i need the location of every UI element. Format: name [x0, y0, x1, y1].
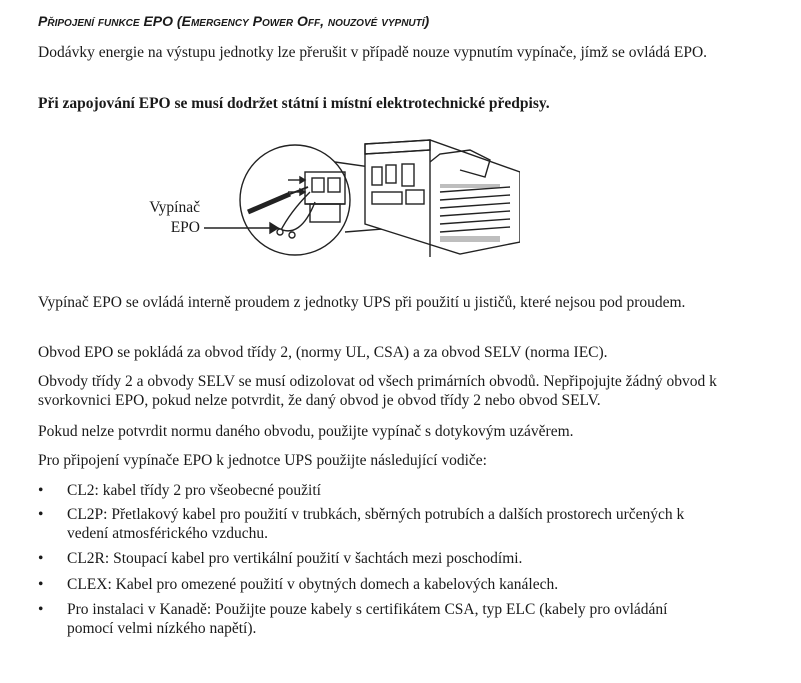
bullet-icon: • [38, 506, 44, 523]
figure-label-line1: Vypínač [149, 199, 200, 216]
body-paragraph: Obvod EPO se pokládá za obvod třídy 2, (normy UL, CSA) a za obvod SELV (norma IEC). [38, 344, 608, 361]
body-paragraph: Obvody třídy 2 a obvody SELV se musí odizolovat od všech primárních obvodů. Nepřipojujte žádný obvod k svorkovnici EPO, pokud nelze potvrdit, že daný obvod je obvod třídy 2 nebo obvod SELV. [38, 373, 717, 409]
screwdriver [248, 194, 290, 212]
terminal-block [305, 172, 345, 204]
body-paragraph: Vypínač EPO se ovládá interně proudem z jednotky UPS při použití u jističů, které nejsou pod proudem. [38, 294, 686, 311]
heading-part: (E [173, 13, 191, 29]
intro-paragraph: Dodávky energie na výstupu jednotky lze přerušit v případě nouze vypnutím vypínače, jímž se ovládá EPO. [38, 44, 708, 61]
list-item-text: CL2P: Přetlakový kabel pro použití v trubkách, sběrných potrubích a dalších prostorech určených k vedení atmosférického vzduchu. [67, 506, 685, 542]
section-heading [38, 13, 778, 29]
bullet-icon: • [38, 482, 44, 499]
list-item-text: CL2R: Stoupací kabel pro vertikální použití v šachtách mezi poschodími. [67, 550, 523, 567]
magnifier-circle [240, 145, 350, 255]
heading-part: mergency [190, 13, 253, 29]
warning-paragraph: Při zapojování EPO se musí dodržet státní i místní elektrotechnické předpisy. [38, 95, 550, 112]
heading-part: P [38, 13, 48, 29]
list-item-text: CLEX: Kabel pro omezené použití v obytných domech a kabelových kanálech. [67, 576, 559, 593]
epo-wiring-figure [140, 132, 520, 272]
bullet-icon: • [38, 576, 44, 593]
heading-part: ower [261, 13, 297, 29]
heading-part: EPO [143, 13, 174, 29]
bullet-icon: • [38, 601, 44, 618]
list-item-text: Pro instalaci v Kanadě: Použijte pouze kabely s certifikátem CSA, typ ELC (kabely pro ovládání pomocí velmi nízkého napětí). [67, 601, 668, 637]
epo-wiring-illustration [140, 132, 520, 272]
heading-part: ff, nouzové vypnutí) [307, 13, 430, 29]
figure-label-line2: EPO [170, 219, 200, 236]
heading-part: P [252, 13, 262, 29]
heading-part: řipojení funkce [47, 13, 144, 29]
heading-part: O [296, 13, 308, 29]
list-item-text: CL2: kabel třídy 2 pro všeobecné použití [67, 482, 321, 499]
body-paragraph: Pro připojení vypínače EPO k jednotce UPS použijte následující vodiče: [38, 452, 487, 469]
bullet-icon: • [38, 550, 44, 567]
body-paragraph: Pokud nelze potvrdit normu daného obvodu, použijte vypínač s dotykovým uzávěrem. [38, 423, 574, 440]
